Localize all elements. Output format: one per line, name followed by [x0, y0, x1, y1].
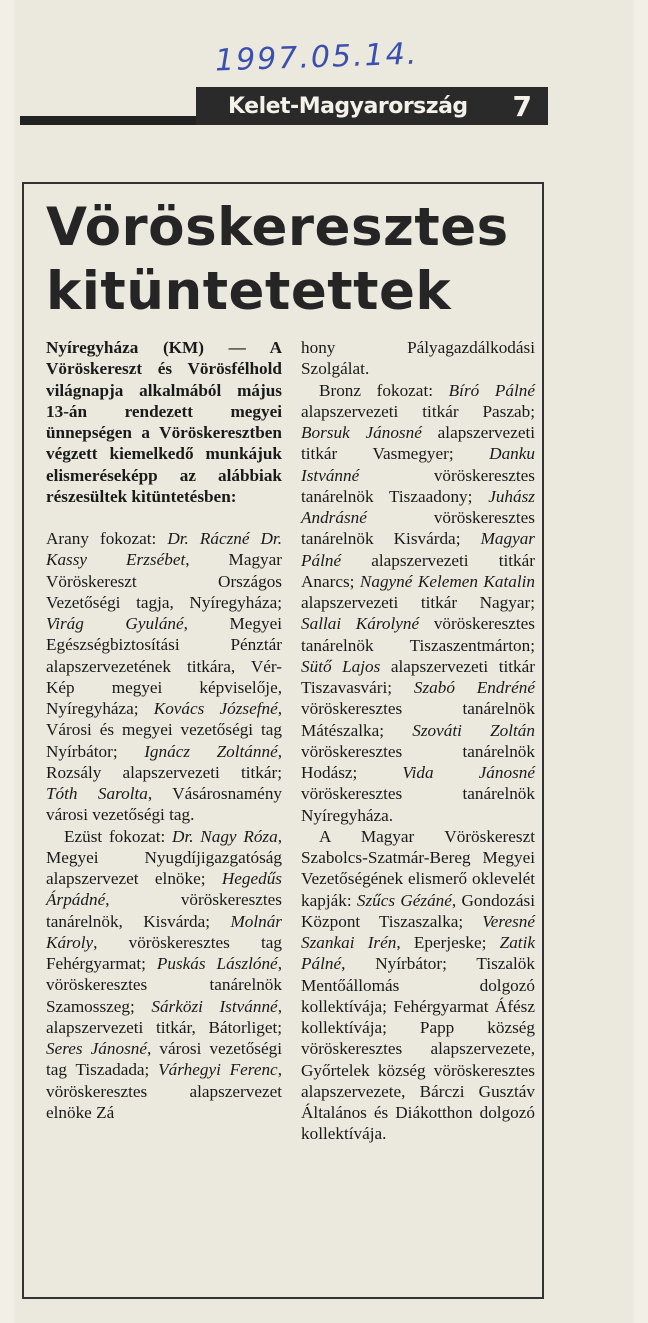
right-column [301, 337, 535, 1145]
awardee-name: Nagyné Kelemen Katalin [359, 571, 535, 591]
headline-line-2: kitüntetettek [46, 261, 452, 322]
awardee-detail: vöröskeresztes tanárelnök Kisvárda; [301, 508, 535, 549]
awardee-name: Dr. Nagy Róza [172, 826, 278, 846]
awardee-detail: , Eperjeske; [396, 933, 500, 952]
awardee-detail: , Megyei Egészségbiztosítási Pénztár alapszervezetének titkára, Vér-Kép megyei képviselője, Nyíregyháza; [46, 614, 282, 718]
awardee-detail: , vöröskeresztes alapszervezet elnöke Zá [46, 1060, 282, 1122]
awardee-detail: , Nyírbátor; [341, 954, 477, 974]
awardee-detail: , Magyar Vöröskereszt Országos Vezetőségi tagja, Nyíregyháza; [46, 550, 282, 612]
awardee-detail: , Rozsály alapszervezeti titkár; [46, 741, 282, 782]
awardee-name: Magyar Pálné [301, 529, 535, 570]
left-column [46, 337, 282, 1123]
awardee-name: Veresné Szankai Irén [301, 911, 535, 952]
awardee-name: Szabó Endréné [413, 678, 535, 697]
awardee-name: Sárközi Istvánné [151, 996, 278, 1016]
awardee-name: Szűcs Gézáné [356, 890, 452, 910]
awardee-name: Dr. Ráczné Dr. Kassy Erzsébet [46, 529, 282, 570]
awardee-name: Juhász Andrásné [301, 486, 535, 527]
diploma-intro: A Magyar Vöröskereszt Szabolcs-Szatmár-Bereg Megyei Vezetőségének elismerő oklevelét kapják: [301, 826, 535, 910]
awardee-detail: vöröskeresztes tanárelnök Tiszaszentmárton; [301, 614, 535, 655]
awardee-detail: , Vásárosnamény városi vezetőségi tag. [46, 784, 283, 825]
awardee-detail: alapszervezeti titkár Paszab; [301, 401, 535, 421]
article-headline [46, 196, 546, 324]
awardee-name: Molnár Károly [46, 911, 282, 952]
masthead [196, 87, 548, 125]
awardee-name: Sütő Lajos [301, 656, 381, 676]
bronze-award-intro: Bronz fokozat: [319, 380, 449, 400]
awardee-name: Puskás Lászlóné [156, 954, 278, 973]
awardee-detail: alapszervezeti titkár Tiszavasvári; [301, 656, 535, 697]
awardee-detail: vöröskeresztes tanárelnök Nyíregyháza. [301, 784, 535, 825]
awardee-name: Sallai Károlyné [301, 614, 420, 634]
handwritten-date: 1997.05.14. [214, 36, 419, 79]
awardee-detail: , Megyei Nyugdíjigazgatóság alapszervezet elnöke; [46, 826, 282, 888]
awardee-name: Borsuk Jánosné [301, 423, 422, 442]
awardee-name: Zatik Pálné [301, 933, 535, 974]
awardee-name: Hegedűs Árpádné [46, 869, 282, 910]
awardee-detail: , alapszervezeti titkár, Bátorliget; [46, 996, 282, 1037]
silver-award-intro: Ezüst fokozat: [64, 826, 173, 846]
awardee-name: Seres Jánosné [46, 1039, 147, 1058]
awardee-name: Kovács Józsefné [153, 699, 278, 718]
page-number: 7 [512, 89, 532, 123]
awardee-detail: alapszervezeti titkár Anarcs; [301, 550, 535, 591]
awardee-name: Tóth Sarolta [46, 784, 148, 803]
awardee-name: Szováti Zoltán [412, 720, 535, 740]
awardee-detail: vöröskeresztes tanárelnök Tiszaadony; [301, 465, 535, 506]
silver-award-continuation: hony Pályagazdálkodási Szolgálat. [301, 338, 535, 379]
gold-award-intro: Arany fokozat: [46, 529, 168, 548]
newspaper-name: Kelet-Magyarország [228, 93, 468, 119]
awardee-detail: Tiszalök Mentőállomás dolgozó kollektívája; Fehérgyarmat Áfész kollektívája; Papp község vöröskeresztes alapszervezete, Győrtelek község vöröskeresztes alapszervezete, Bárczi Gusztáv Általános és Diákotthon dolgozó kollektívája. [301, 954, 535, 1144]
awardee-name: Vida Jánosné [402, 763, 535, 782]
bronze-award-paragraph [301, 380, 535, 826]
awardee-detail: , vöröskeresztes tag Fehérgyarmat; [46, 932, 282, 973]
article-lead: Nyíregyháza (KM) — A Vöröskereszt és Vörösfélhold világnapja alkalmából május 13-án rendezett megyei ünnepségen a Vöröskeresztben végzett kiemelkedő munkájuk elismeréseképp az alábbiak részesültek kitüntetésben: [46, 338, 282, 506]
awardee-name: Bíró Pálné [448, 380, 535, 400]
awardee-detail: , vöröskeresztes tanárelnök Szamosszeg; [46, 954, 282, 1016]
awardee-detail: , Városi és megyei vezetőségi tag Nyírbátor; [46, 699, 283, 761]
awardee-detail: , városi vezetőségi tag Tiszadada; [46, 1039, 282, 1080]
awardee-detail: , Gondozási Központ Tiszaszalka; [301, 890, 535, 931]
awardee-name: Danku Istvánné [301, 444, 535, 485]
awardee-detail: alapszervezeti titkár Vasmegyer; [301, 423, 535, 464]
awardee-name: Várhegyi Ferenc [158, 1060, 278, 1080]
awardee-name: Virág Gyuláné [46, 614, 184, 633]
diploma-paragraph [301, 826, 535, 1145]
awardee-detail: , vöröskeresztes tanárelnök, Kisvárda; [46, 890, 282, 931]
silver-award-paragraph [46, 826, 282, 1124]
awardee-name: Ignácz Zoltánné [144, 741, 278, 761]
awardee-detail: vöröskeresztes tanárelnök Hodász; [301, 741, 535, 782]
gold-award-paragraph [46, 528, 282, 826]
awardee-detail: alapszervezeti titkár Nagyar; [301, 593, 535, 612]
awardee-detail: vöröskeresztes tanárelnök Mátészalka; [301, 699, 535, 740]
headline-line-1: Vöröskeresztes [46, 197, 509, 258]
